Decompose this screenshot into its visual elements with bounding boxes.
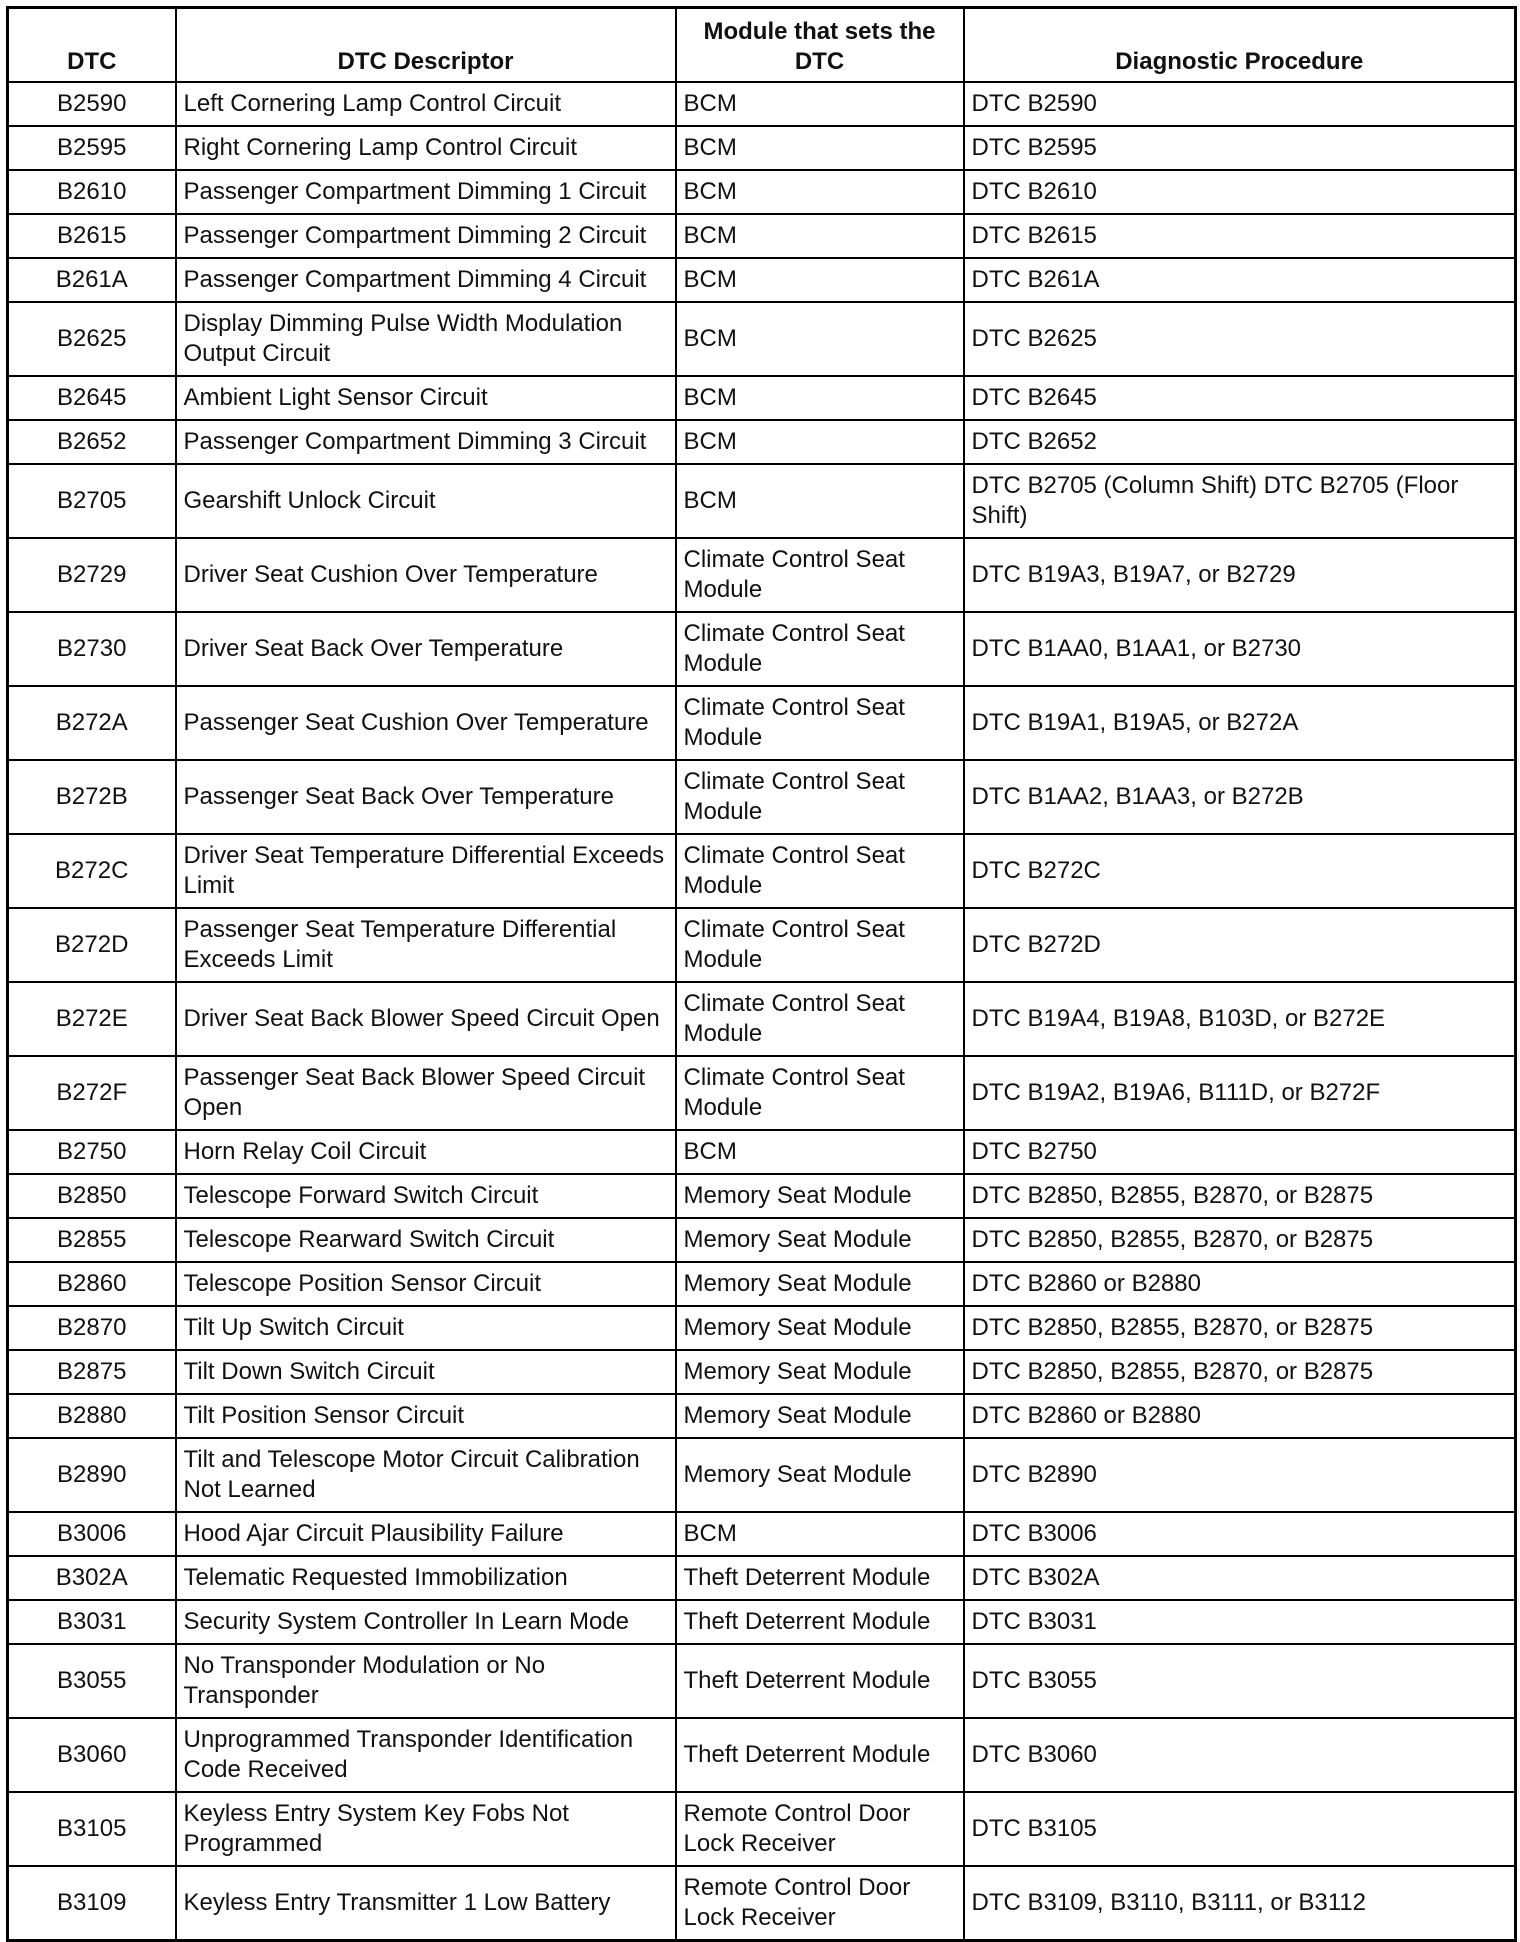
dtc-descriptor: Passenger Compartment Dimming 3 Circuit	[176, 420, 676, 464]
table-row	[8, 686, 1516, 760]
dtc-descriptor: Unprogrammed Transponder Identification Code Received	[176, 1718, 676, 1792]
module: Theft Deterrent Module	[676, 1600, 964, 1644]
dtc-code: B272A	[8, 686, 176, 760]
diagnostic-procedure: DTC B302A	[964, 1556, 1516, 1600]
module: Climate Control Seat Module	[676, 538, 964, 612]
table-row	[8, 1218, 1516, 1262]
module: BCM	[676, 1512, 964, 1556]
dtc-code: B261A	[8, 258, 176, 302]
table-row	[8, 214, 1516, 258]
module: Theft Deterrent Module	[676, 1718, 964, 1792]
dtc-descriptor: Telescope Position Sensor Circuit	[176, 1262, 676, 1306]
dtc-code: B2615	[8, 214, 176, 258]
module: BCM	[676, 1130, 964, 1174]
module: BCM	[676, 464, 964, 538]
module: Theft Deterrent Module	[676, 1644, 964, 1718]
module: Remote Control Door Lock Receiver	[676, 1866, 964, 1941]
table-row	[8, 1350, 1516, 1394]
dtc-code: B2855	[8, 1218, 176, 1262]
table-row	[8, 1600, 1516, 1644]
dtc-descriptor: Keyless Entry Transmitter 1 Low Battery	[176, 1866, 676, 1941]
dtc-descriptor: Keyless Entry System Key Fobs Not Programmed	[176, 1792, 676, 1866]
diagnostic-procedure: DTC B19A1, B19A5, or B272A	[964, 686, 1516, 760]
dtc-descriptor: Passenger Seat Temperature Differential Exceeds Limit	[176, 908, 676, 982]
module: BCM	[676, 170, 964, 214]
diagnostic-procedure: DTC B3060	[964, 1718, 1516, 1792]
table-row	[8, 376, 1516, 420]
diagnostic-procedure: DTC B1AA2, B1AA3, or B272B	[964, 760, 1516, 834]
module: Climate Control Seat Module	[676, 982, 964, 1056]
diagnostic-procedure: DTC B2890	[964, 1438, 1516, 1512]
table-row	[8, 170, 1516, 214]
table-row	[8, 302, 1516, 376]
table-row	[8, 1394, 1516, 1438]
dtc-code: B3031	[8, 1600, 176, 1644]
module: Theft Deterrent Module	[676, 1556, 964, 1600]
table-row	[8, 1866, 1516, 1941]
dtc-descriptor: Driver Seat Temperature Differential Exceeds Limit	[176, 834, 676, 908]
module: Climate Control Seat Module	[676, 908, 964, 982]
table-row	[8, 258, 1516, 302]
dtc-descriptor: Tilt Up Switch Circuit	[176, 1306, 676, 1350]
diagnostic-procedure: DTC B3006	[964, 1512, 1516, 1556]
diagnostic-procedure: DTC B2850, B2855, B2870, or B2875	[964, 1350, 1516, 1394]
dtc-descriptor: Passenger Compartment Dimming 1 Circuit	[176, 170, 676, 214]
dtc-code: B272E	[8, 982, 176, 1056]
table-header-row	[8, 8, 1516, 83]
table-row	[8, 1438, 1516, 1512]
module: Climate Control Seat Module	[676, 834, 964, 908]
dtc-code: B2880	[8, 1394, 176, 1438]
diagnostic-procedure: DTC B272C	[964, 834, 1516, 908]
diagnostic-procedure: DTC B2860 or B2880	[964, 1262, 1516, 1306]
dtc-descriptor: Telescope Forward Switch Circuit	[176, 1174, 676, 1218]
dtc-code: B2860	[8, 1262, 176, 1306]
table-row	[8, 760, 1516, 834]
dtc-code: B3055	[8, 1644, 176, 1718]
dtc-descriptor: Driver Seat Cushion Over Temperature	[176, 538, 676, 612]
dtc-code: B3060	[8, 1718, 176, 1792]
dtc-code: B3105	[8, 1792, 176, 1866]
table-row	[8, 1718, 1516, 1792]
diagnostic-procedure: DTC B3109, B3110, B3111, or B3112	[964, 1866, 1516, 1941]
module: Climate Control Seat Module	[676, 686, 964, 760]
dtc-code: B2750	[8, 1130, 176, 1174]
dtc-code: B272B	[8, 760, 176, 834]
dtc-descriptor: Passenger Seat Cushion Over Temperature	[176, 686, 676, 760]
header-dtc: DTC	[8, 8, 176, 83]
module: Climate Control Seat Module	[676, 612, 964, 686]
dtc-code: B2705	[8, 464, 176, 538]
module: BCM	[676, 420, 964, 464]
dtc-code: B2729	[8, 538, 176, 612]
dtc-descriptor: Left Cornering Lamp Control Circuit	[176, 82, 676, 126]
table-row	[8, 908, 1516, 982]
table-row	[8, 1306, 1516, 1350]
diagnostic-procedure: DTC B2705 (Column Shift) DTC B2705 (Floor Shift)	[964, 464, 1516, 538]
diagnostic-procedure: DTC B272D	[964, 908, 1516, 982]
dtc-descriptor: Horn Relay Coil Circuit	[176, 1130, 676, 1174]
header-diagnostic-procedure: Diagnostic Procedure	[964, 8, 1516, 83]
diagnostic-procedure: DTC B3105	[964, 1792, 1516, 1866]
dtc-code: B2652	[8, 420, 176, 464]
diagnostic-procedure: DTC B2625	[964, 302, 1516, 376]
dtc-descriptor: Right Cornering Lamp Control Circuit	[176, 126, 676, 170]
table-row	[8, 1130, 1516, 1174]
table-row	[8, 538, 1516, 612]
diagnostic-procedure: DTC B2850, B2855, B2870, or B2875	[964, 1174, 1516, 1218]
module: BCM	[676, 302, 964, 376]
dtc-descriptor: Passenger Compartment Dimming 2 Circuit	[176, 214, 676, 258]
dtc-code: B3109	[8, 1866, 176, 1941]
dtc-descriptor: Security System Controller In Learn Mode	[176, 1600, 676, 1644]
module: Remote Control Door Lock Receiver	[676, 1792, 964, 1866]
module: Climate Control Seat Module	[676, 1056, 964, 1130]
dtc-code: B2730	[8, 612, 176, 686]
dtc-code: B2890	[8, 1438, 176, 1512]
dtc-descriptor: Driver Seat Back Blower Speed Circuit Open	[176, 982, 676, 1056]
dtc-descriptor: Display Dimming Pulse Width Modulation Output Circuit	[176, 302, 676, 376]
dtc-code: B2850	[8, 1174, 176, 1218]
dtc-descriptor: Gearshift Unlock Circuit	[176, 464, 676, 538]
diagnostic-procedure: DTC B19A3, B19A7, or B2729	[964, 538, 1516, 612]
dtc-descriptor: Passenger Compartment Dimming 4 Circuit	[176, 258, 676, 302]
table-row	[8, 1262, 1516, 1306]
dtc-code: B272C	[8, 834, 176, 908]
dtc-descriptor: Driver Seat Back Over Temperature	[176, 612, 676, 686]
table-row	[8, 982, 1516, 1056]
dtc-code: B2610	[8, 170, 176, 214]
dtc-descriptor: No Transponder Modulation or No Transponder	[176, 1644, 676, 1718]
table-row	[8, 1512, 1516, 1556]
dtc-descriptor: Tilt and Telescope Motor Circuit Calibration Not Learned	[176, 1438, 676, 1512]
table-row	[8, 612, 1516, 686]
dtc-code: B302A	[8, 1556, 176, 1600]
table-row	[8, 1556, 1516, 1600]
module: Memory Seat Module	[676, 1262, 964, 1306]
diagnostic-procedure: DTC B2645	[964, 376, 1516, 420]
diagnostic-procedure: DTC B1AA0, B1AA1, or B2730	[964, 612, 1516, 686]
diagnostic-procedure: DTC B3055	[964, 1644, 1516, 1718]
module: BCM	[676, 126, 964, 170]
diagnostic-procedure: DTC B2750	[964, 1130, 1516, 1174]
diagnostic-procedure: DTC B2590	[964, 82, 1516, 126]
dtc-descriptor: Telematic Requested Immobilization	[176, 1556, 676, 1600]
diagnostic-procedure: DTC B2595	[964, 126, 1516, 170]
dtc-descriptor: Hood Ajar Circuit Plausibility Failure	[176, 1512, 676, 1556]
table-row	[8, 420, 1516, 464]
table-row	[8, 1056, 1516, 1130]
module: BCM	[676, 258, 964, 302]
diagnostic-procedure: DTC B2610	[964, 170, 1516, 214]
dtc-table-container	[6, 6, 1514, 1942]
table-row	[8, 1644, 1516, 1718]
module: Memory Seat Module	[676, 1394, 964, 1438]
dtc-descriptor: Ambient Light Sensor Circuit	[176, 376, 676, 420]
module: Memory Seat Module	[676, 1174, 964, 1218]
diagnostic-procedure: DTC B2850, B2855, B2870, or B2875	[964, 1306, 1516, 1350]
diagnostic-procedure: DTC B261A	[964, 258, 1516, 302]
diagnostic-procedure: DTC B2850, B2855, B2870, or B2875	[964, 1218, 1516, 1262]
header-module: Module that sets the DTC	[676, 8, 964, 83]
dtc-code: B272F	[8, 1056, 176, 1130]
table-row	[8, 1792, 1516, 1866]
dtc-code: B272D	[8, 908, 176, 982]
module: BCM	[676, 376, 964, 420]
diagnostic-procedure: DTC B19A4, B19A8, B103D, or B272E	[964, 982, 1516, 1056]
table-row	[8, 464, 1516, 538]
diagnostic-procedure: DTC B3031	[964, 1600, 1516, 1644]
dtc-code: B2875	[8, 1350, 176, 1394]
dtc-code: B2590	[8, 82, 176, 126]
dtc-code: B2870	[8, 1306, 176, 1350]
module: Memory Seat Module	[676, 1306, 964, 1350]
dtc-code: B2645	[8, 376, 176, 420]
diagnostic-procedure: DTC B2860 or B2880	[964, 1394, 1516, 1438]
module: BCM	[676, 82, 964, 126]
dtc-code: B2595	[8, 126, 176, 170]
module: Memory Seat Module	[676, 1438, 964, 1512]
dtc-code: B3006	[8, 1512, 176, 1556]
diagnostic-procedure: DTC B2652	[964, 420, 1516, 464]
module: Memory Seat Module	[676, 1350, 964, 1394]
table-row	[8, 126, 1516, 170]
header-dtc-descriptor: DTC Descriptor	[176, 8, 676, 83]
table-row	[8, 834, 1516, 908]
diagnostic-procedure: DTC B2615	[964, 214, 1516, 258]
module: BCM	[676, 214, 964, 258]
dtc-code: B2625	[8, 302, 176, 376]
dtc-descriptor: Telescope Rearward Switch Circuit	[176, 1218, 676, 1262]
module: Memory Seat Module	[676, 1218, 964, 1262]
table-row	[8, 1174, 1516, 1218]
dtc-descriptor: Passenger Seat Back Blower Speed Circuit Open	[176, 1056, 676, 1130]
diagnostic-procedure: DTC B19A2, B19A6, B111D, or B272F	[964, 1056, 1516, 1130]
dtc-descriptor: Tilt Position Sensor Circuit	[176, 1394, 676, 1438]
dtc-descriptor: Passenger Seat Back Over Temperature	[176, 760, 676, 834]
dtc-table	[6, 6, 1517, 1942]
module: Climate Control Seat Module	[676, 760, 964, 834]
table-row	[8, 82, 1516, 126]
dtc-descriptor: Tilt Down Switch Circuit	[176, 1350, 676, 1394]
